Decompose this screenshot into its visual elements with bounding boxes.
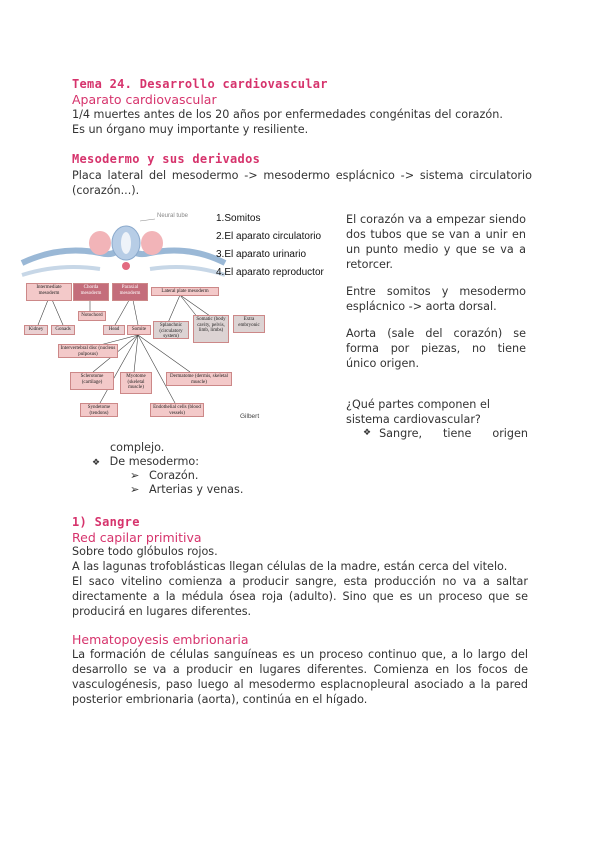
figure-list-item: 4.El aparato reproductor [216,267,324,278]
figure-list [216,210,324,282]
heading-aparato-cardiovascular: Aparato cardiovascular [72,92,217,107]
box-myotome: Myotome (skeletal muscle) [120,372,152,394]
box-lateral-plate-mesoderm: Lateral plate mesoderm [151,287,219,296]
heading-mesodermo: Mesodermo y sus derivados [72,152,261,166]
paragraph-somitos-aorta: Entre somitos y mesodermo esplácnico -> aorta dorsal. [346,285,526,313]
somite-right [141,231,163,255]
page-title: Tema 24. Desarrollo cardiovascular [72,77,328,91]
endoderm-left [22,267,100,275]
figure-list-item: 2.El aparato circulatorio [216,231,322,242]
bullet-diamond-icon: ❖ [92,458,101,468]
box-sclerotome: Sclerotome (cartilage) [70,372,114,390]
somite-left [89,231,111,255]
figure-credit: Gilbert [240,413,260,420]
heading-red-capilar: Red capilar primitiva [72,530,202,545]
box-endothelial-cells: Endothelial cells (blood vessels) [150,403,204,417]
mesoderm-figure [20,205,338,435]
paragraph-sangre [72,544,528,619]
bullet-mesodermo-text: De mesodermo: [109,455,200,468]
paragraph-intro [72,107,532,137]
line: El saco vitelino comienza a producir sangre, esta producción no va a saltar directamente a la médula ósea roja (adulto). Sino que es un proceso que se producirá en lugares diferentes. [72,575,528,618]
box-somite: Somite [127,325,151,335]
bullet-sangre-continued: complejo. [110,441,165,454]
line: Es un órgano muy importante y resiliente. [72,123,309,136]
heading-sangre: 1) Sangre [72,515,140,529]
paragraph-corazon-tubos: El corazón va a empezar siendo dos tubos que se van a unir en un punto medio y que se va a retorcer. [346,213,526,271]
box-intermediate-mesoderm: Intermediate mesoderm [26,283,72,301]
sub-bullet-arterias [130,482,243,497]
box-splanchnic: Splanchnic (circulatory system) [153,321,189,339]
box-somatic: Somatic (body cavity, pelvis, limb, limbs) [193,315,229,343]
heading-hematopoyesis: Hematopoyesis embrionaria [72,632,249,647]
neural-canal [121,232,131,254]
neural-tube-pointer [140,219,155,221]
box-chorda-mesoderm: Chorda mesoderm [73,283,109,301]
sub-bullet-text: Arterias y venas. [148,483,244,496]
bullet-sangre-text: Sangre, tiene origen [379,427,528,440]
box-intervertebral-disc: Intervertebral disc (nucleus pulposus) [58,344,118,358]
sub-bullet-corazon [130,468,198,483]
box-gonads: Gonads [51,325,75,335]
line: A las lagunas trofoblásticas llegan células de la madre, están cerca del vitelo. [72,560,508,573]
line: Sobre todo glóbulos rojos. [72,545,218,558]
line: 1/4 muertes antes de los 20 años por enfermedades congénitas del corazón. [72,108,503,121]
paragraph-hematopoyesis: La formación de células sanguíneas es un proceso continuo que, a lo largo del desarrollo se va a producir en lugares diferentes. Comienza en los focos de vasculogénesis, paso luego al mesodermo esplacnopleural asociado a la pared posterior embrionaria (aorta), continúa en el hígado. [72,648,528,706]
box-head: Head [103,325,125,335]
arrow-bullet-icon: ➢ [130,483,140,496]
box-kidney: Kidney [24,325,48,335]
figure-list-item: 3.El aparato urinario [216,249,307,260]
arrow-bullet-icon: ➢ [130,469,140,482]
paragraph-aorta-piezas: Aorta (sale del corazón) se forma por piezas, no tiene único origen. [346,327,526,370]
box-syndetome: Syndetome (tendons) [80,403,118,417]
notochord-dot [122,262,130,270]
sub-bullet-text: Corazón. [148,469,199,482]
bullet-diamond-icon: ❖ [363,428,372,438]
endoderm-right [150,267,225,275]
box-extraembryonic: Extra embryonic [233,315,265,333]
box-paraxial-mesoderm: Paraxial mesoderm [112,283,148,301]
neural-tube-label: Neural tube [157,213,189,219]
figure-list-item: 1.Somitos [216,213,261,224]
bullet-sangre [363,426,528,441]
paragraph-question: ¿Qué partes componen el sistema cardiovascular? [346,398,490,426]
box-dermatome: Dermatome (dermis, skeletal muscle) [166,372,232,386]
paragraph-placa-lateral: Placa lateral del mesodermo -> mesodermo esplácnico -> sistema circulatorio (corazón...). [72,169,532,197]
box-notochord: Notochord [78,311,106,321]
